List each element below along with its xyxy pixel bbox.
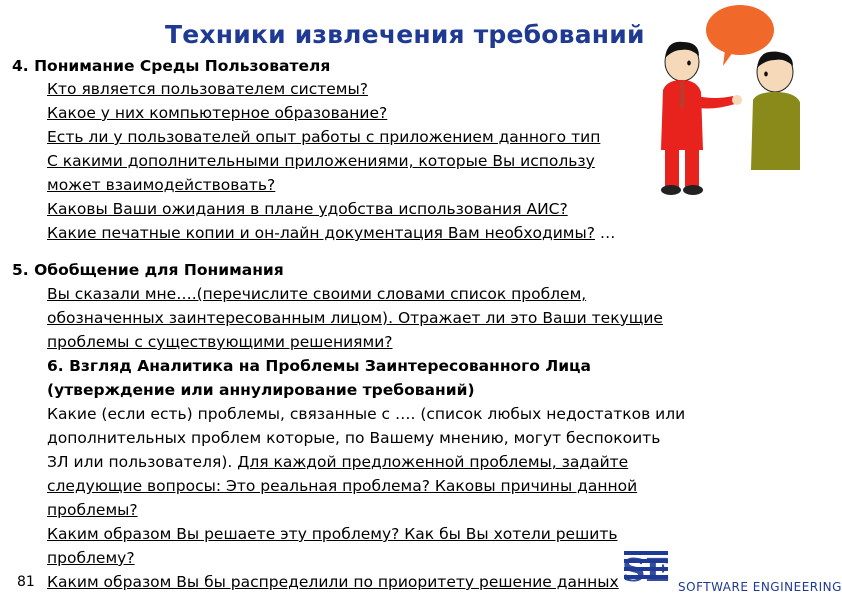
section-6-line-3-underlined: Для каждой предложенной проблемы, задайте	[237, 453, 629, 471]
section-4-line-3: Есть ли у пользователей опыт работы с приложением данного тип	[47, 128, 601, 146]
section-4-line-4: С какими дополнительными приложениями, которые Вы использу	[47, 152, 595, 170]
section-5-heading: 5. Обобщение для Понимания	[12, 261, 284, 279]
section-6-line-6: Каким образом Вы решаете эту проблему? Как бы Вы хотели решить	[47, 525, 618, 543]
section-6-heading-1: 6. Взгляд Аналитика на Проблемы Заинтересованного Лица	[47, 357, 591, 375]
section-6-line-5: проблемы?	[47, 501, 138, 519]
section-4-line-7-text: Какие печатные копии и он-лайн документация Вам необходимы?	[47, 224, 595, 242]
section-4-heading: 4. Понимание Среды Пользователя	[12, 57, 331, 75]
section-6-line-2: дополнительных проблем которые, по Вашему мнению, могут беспокоить	[47, 429, 661, 447]
section-5-line-1: Вы сказали мне….(перечислите своими словами список проблем,	[47, 285, 587, 303]
page-number: 81	[17, 574, 35, 590]
section-4-line-6: Каковы Ваши ожидания в плане удобства использования АИС?	[47, 200, 568, 218]
section-6-line-3-plain: ЗЛ или пользователя).	[47, 453, 238, 471]
logo-text: SOFTWARE ENGINEERING	[678, 580, 842, 594]
section-4-line-5: может взаимодействовать?	[47, 176, 276, 194]
red-person-icon	[661, 42, 742, 195]
section-4-line-2: Какое у них компьютерное образование?	[47, 104, 388, 122]
section-4-line-1: Кто является пользователем системы?	[47, 80, 368, 98]
section-6-line-8: Каким образом Вы бы распределили по приоритету решение данных	[47, 573, 619, 591]
people-talking-illustration	[645, 0, 800, 200]
section-6-line-4: следующие вопросы: Это реальная проблема? Каковы причины данной	[47, 477, 638, 495]
section-6-heading-2: (утверждение или аннулирование требований)	[47, 381, 475, 399]
section-6-line-1: Какие (если есть) проблемы, связанные с …. (список любых недостатков или	[47, 405, 686, 423]
section-6-line-7: проблему?	[47, 549, 135, 567]
section-5-line-2: обозначенных заинтересованным лицом). Отражает ли это Ваши текущие	[47, 309, 663, 327]
slide-title: Техники извлечения требований	[165, 20, 645, 49]
software-engineering-logo-icon	[620, 545, 680, 595]
logo-letters: SE	[622, 551, 670, 589]
section-6-line-3	[47, 453, 628, 471]
section-4-ellipsis: …	[594, 224, 616, 242]
section-5-line-3: проблемы с существующими решениями?	[47, 333, 393, 351]
section-4-line-7	[47, 224, 615, 242]
olive-person-icon	[751, 52, 800, 170]
